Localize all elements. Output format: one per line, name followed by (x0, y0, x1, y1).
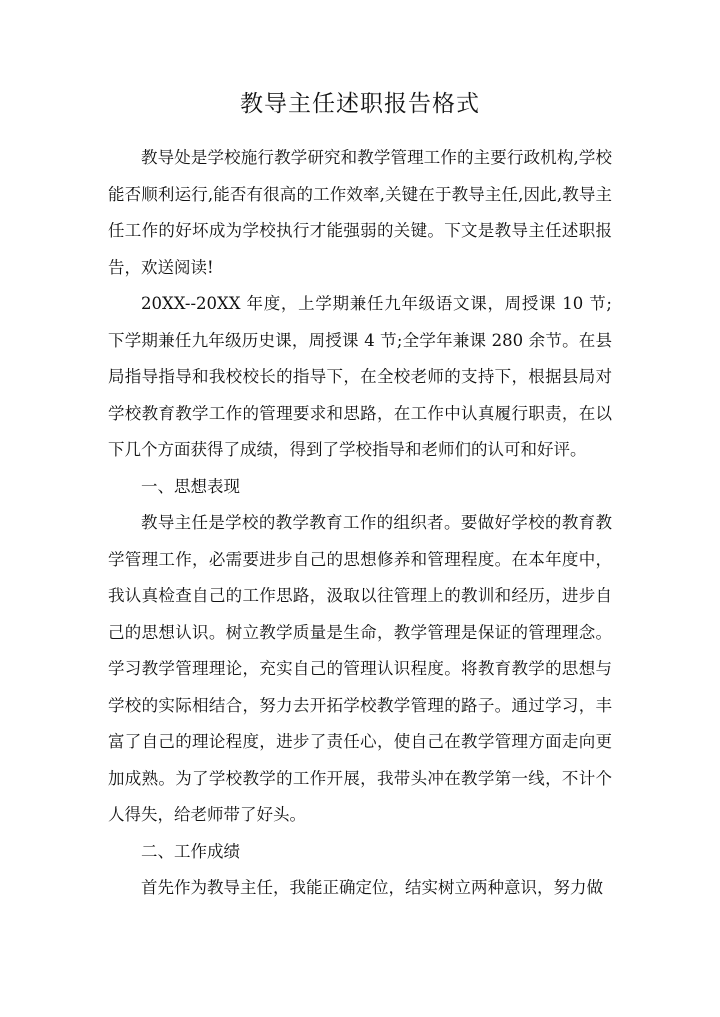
section-heading-achievements: 二、工作成绩 (141, 841, 240, 861)
document-title: 教导主任述职报告格式 (240, 91, 480, 117)
section-paragraph-thought: 教导主任是学校的教学教育工作的组织者。要做好学校的教育教学管理工作，必需要进步自己的思想修养和管理程度。在本年度中，我认真检查自己的工作思路，汲取以往管理上的教训和经历，进步自己的思想认识。树立教学质量是生命，教学管理是保证的管理理念。学习教学管理理论，充实自己的管理认识程度。将教育教学的思想与学校的实际相结合，努力去开拓学校教学管理的路子。通过学习，丰富了自己的理论程度，进步了责任心，使自己在教学管理方面走向更加成熟。为了学校教学的工作开展，我带头冲在教学第一线，不计个人得失，给老师带了好头。 (108, 513, 612, 824)
section-heading-thought: 一、思想表现 (141, 476, 240, 496)
intro-paragraph: 教导处是学校施行教学研究和教学管理工作的主要行政机构,学校能否顺利运行,能否有很高的工作效率,关键在于教导主任,因此,教导主任工作的好坏成为学校执行才能强弱的关键。下文是教导主任述职报告，欢送阅读! (108, 148, 612, 277)
section-paragraph-achievements: 首先作为教导主任，我能正确定位，结实树立两种意识，努力做 (141, 878, 603, 897)
document-body (108, 140, 612, 907)
summary-paragraph: 20XX--20XX 年度，上学期兼任九年级语文课，周授课 10 节;下学期兼任九年级历史课，周授课 4 节;全学年兼课 280 余节。在县局指导指导和我校校长的指导下，在全校老师的支持下，根据县局对学校教育教学工作的管理要求和思路，在工作中认真履行职责，在以下几个方面获得了成绩，得到了学校指导和老师们的认可和好评。 (108, 294, 612, 459)
